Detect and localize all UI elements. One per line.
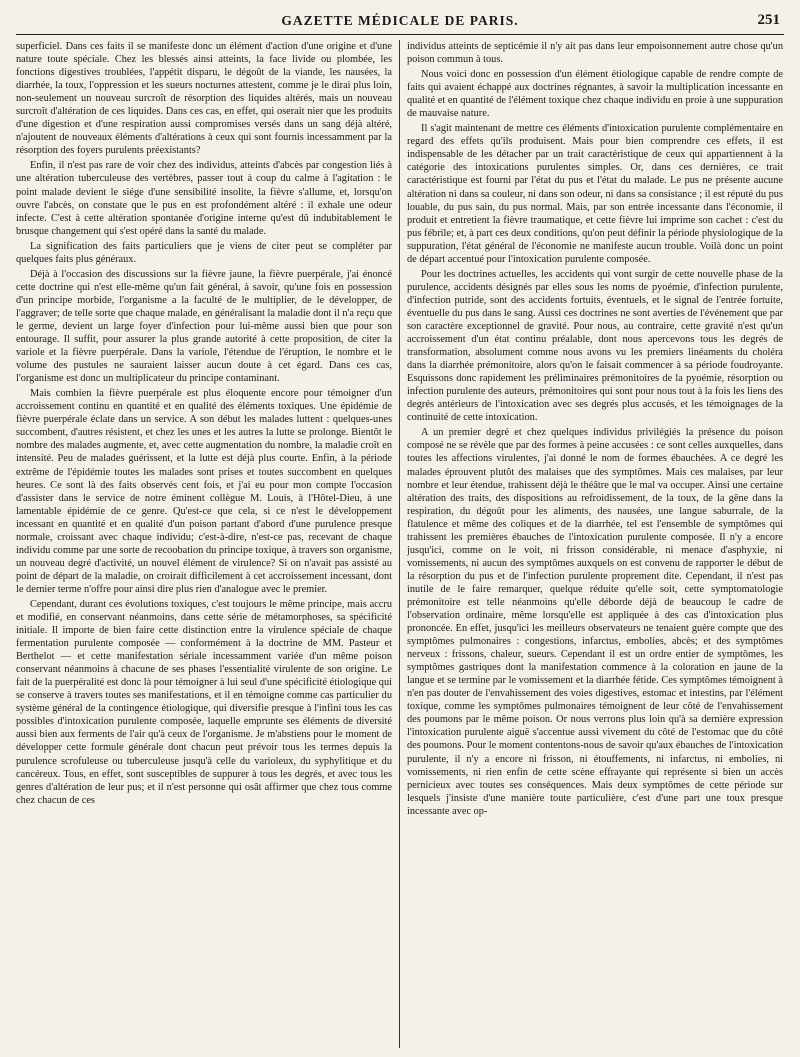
paragraph: individus atteints de septicémie il n'y ait pas dans leur empoisonnement autre chose qu'un poison commun à tous. (407, 41, 783, 66)
page-number: 251 (757, 12, 780, 28)
paragraph: Cependant, durant ces évolutions toxiques, c'est toujours le même principe, mais accru et modifié, en conservant néanmoins, dans cette série de métamorphoses, sa spécificité initiale. Il importe de bien faire cette distinction entre la virulence spéciale de chaque fermentation purulente composée — conformément à la doctrine de MM. Pasteur et Berthelot — et cette manifestation sériale incessamment variée d'un même poison conservant néanmoins à chacune de ses phases l'essentialité virulente de son origine. Le fait de la puerpéralité est donc là pour témoigner à lui seul d'une spécificité étiologique qui se conserve à travers toutes ses manifestations, et il en témoigne comme cas particulier du système général de la contingence étiologique, qui diversifie presque à l'infini tous les cas possibles d'intoxication purulente composée, laquelle emprunte ses éléments de diversité aussi bien aux ferments de l'air qu'à ceux de l'organisme. Je m'abstiens pour le moment de développer cette formule générale dont chacun peut prévoir tous les termes depuis la purulence scrofuleuse ou tuberculeuse jusqu'à celle du varioleux, du syphylitique et du cancéreux. Tous, en effet, sont susceptibles de suppurer à tous les degrés, et avec tous les genres d'altération de leur pus; et il n'est personne qui osât affirmer que chez tous comme chez chacun de ces (16, 598, 392, 806)
paragraph: Mais combien la fièvre puerpérale est plus éloquente encore pour témoigner d'un accroissement continu en quantité et en qualité des éléments toxiques. Une épidémie de fièvre puerpérale éclate dans un service. A son début les malades luttent : quelques-unes succombent, d'autres résistent, et chez les unes et les autres la lutte se prolonge. Bientôt le nombre des malades augmente, et, avec cette augmentation du nombre, la maladie croît en intensité. Peu de malades guérissent, et la lutte est déjà plus courte. Enfin, à la période extrême de l'épidémie toutes les malades sont prises et toutes succombent en quelques heures. Ce sont là des faits observés cent fois, et j'ai eu pour mon compte l'occasion d'assister dans le service de notre éminent collègue M. Louis, à l'Hôtel-Dieu, à une lamentable épidémie de ce genre. Qu'est-ce que cela, si ce n'est le développement incessant en quantité et en qualité d'un poison partant d'abord d'une purulence presque normale, croissant avec chaque individu; c'est-à-dire, n'est-ce pas, recevant de chaque individu comme par une sorte de recoobation du principe toxique, à travers son organisme, un nouveau degré d'activité, un nouvel élément de virulence? Si on n'avait pas assisté au point de départ de la maladie, on croirait difficilement à cet accroissement incessant, dont le dernier terme n'offre pour ainsi dire plus rien d'analogue avec le premier. (16, 388, 392, 595)
paragraph: Pour les doctrines actuelles, les accidents qui vont surgir de cette nouvelle phase de la purulence, accidents désignés par elles sous les noms de pyoémie, d'infection purulente, d'infection putride, sont des accidents fortuits, éventuels, et le signal de l'entrée fortuite, éventuelle du pus dans le sang. Aussi ces doctrines ne sont averties de l'événement que par son caractère exceptionnel de gravité. Pour nous, au contraire, cette gravité n'est qu'un accroissement d'un état continu préalable, dont nous apercevons tous les degrés de transformation, absolument comme nous avons vu les premiers linéaments du choléra dans la diarrhée prémonitoire, alors qu'on le faisait commencer à sa période foudroyante. Esquissons donc rapidement les préliminaires prémonitoires de la pyoémie, résorption ou infection purulente des auteurs, prémonitoires qui sont pour nous tout à la fois les liens des degrés antérieurs de l'intoxication avec ses degrés plus accusés, et les témoignages de la continuité de cette intoxication. (407, 268, 783, 424)
right-column (407, 40, 783, 1048)
paragraph: Enfin, il n'est pas rare de voir chez des individus, atteints d'abcès par congestion liés à une altération tuberculeuse des vertèbres, passer tout à coup du calme à l'agitation : le point malade devient le siége d'une sensibilité insolite, la fièvre s'allume, et, lorsqu'on ouvre l'abcès, on constate que le pus en est profondément altéré : il exhale une odeur infecte. C'est à cette altération spontanée d'origine interne qu'est dû indubitablement le brusque changement qui s'est opéré dans la santé du malade. (16, 160, 392, 237)
journal-title: GAZETTE MÉDICALE DE PARIS. (281, 13, 519, 28)
page-header (16, 12, 784, 35)
text-columns (16, 40, 784, 1048)
newspaper-page (16, 12, 784, 1048)
paragraph: superficiel. Dans ces faits il se manifeste donc un élément d'action d'une origine et d'une nature toute spéciale. Chez les blessés ainsi atteints, la face livide ou plombée, les fonctions digestives troublées, l'appétit disparu, le dégoût de la viande, les nausées, la diarrhée, la toux, l'oppression et les sueurs nocturnes attestent, comme je le dirai plus loin, non-seulement un nouveau surcroît de résorption des liquides altérés, mais un nouveau surcroît d'altération de ces liquides. Dans ces cas, en effet, qui oserait nier que les produits d'une digestion et d'une respiration aussi compromises versés dans un sang déjà altéré, n'ajoutent de nouveaux éléments d'altérations à ceux qui sont fournis incessamment par la résorption des foyers purulents préexistants? (16, 41, 392, 157)
paragraph: Il s'agit maintenant de mettre ces éléments d'intoxication purulente complémentaire en regard des effets qu'ils produisent. Mais pour bien comprendre ces effets, il est indispensable de les détacher par un trait caractéristique de ceux qui appartiennent à la catégorie des intoxications purulentes simples. Or, dans ces dernières, ce trait caractéristique est fourni par l'état du pus et l'état du malade. Le pus ne présente aucune altération ni dans sa couleur, ni dans son odeur, ni dans sa consistance ; il est réputé du pus louable, du pus sain, du pus normal. Mais, par son entrée incessante dans l'économie, il produit et entretient la fièvre traumatique, et cette fièvre lui imprime son cachet : c'est du pus fébrile; et, à part ces deux conditions, qu'on peut définir la période physiologique de la suppuration, l'état général de l'économie ne manifeste aucun trouble. Voilà donc un point de départ accentué pour l'intoxication purulente composée. (407, 123, 783, 265)
paragraph: A un premier degré et chez quelques individus privilégiés la présence du poison composé ne se révèle que par des formes à peine accusées : ce sont celles auxquelles, dans toutes les affections virulentes, j'ai donné le nom de formes ébauchées. A ce degré les malades éprouvent plutôt des malaises que des symptômes. Mais ces malaises, par leur nombre et leur étendue, trahissent déjà le théâtre que le mal va occuper. Ainsi une certaine altération des traits, des dispositions au refroidissement, de la toux, de la gêne dans la respiration, du dégoût pour les aliments, des nausées, une langue saburrale, de la flatulence et même des coliques et de la diarrhée, tel est l'ensemble de symptômes qui trahissent les premières ébauches de l'intoxication purulente composée. Il n'y a encore jusqu'ici, comme on le voit, ni frisson considérable, ni menace d'asphyxie, ni vomissements, ni aucun des symptômes auxquels on est convenu de rapporter le début de la résorption du pus et de l'infection purulente proprement dite. Cependant, il n'est pas inutile de le faire remarquer, quelque réduite qu'elle soit, cette symptomatologie prémonitoire est telle néanmoins qu'elle déborde déjà de beaucoup le cadre de l'observation ordinaire, même lorsqu'elle est appliquée à des cas d'intoxication plus prononcée. En effet, jusqu'ici les meilleurs observateurs ne tenaient guère compte que des symptômes pulmonaires : congestions, infarctus, embolies, abcès; et des symptômes nerveux : frissons, chaleur, sueurs. Cependant il est un ordre entier de symptômes, les symptômes gastriques dont la manifestation commence à la coloration en jaune de la langue et se termine par le vomissement et la diarrhée fétide. Ces symptômes témoignent à n'en pas douter de l'envahissement des voies digestives, estomac et intestins, par l'élément toxique, comme les symptômes pulmonaires témoignent de leur côté de l'envahissement des poumons par le même poison. Or nous verrons plus loin qu'à sa dernière expression l'intoxication purulente aiguë s'accentue aussi vivement du côté de l'estomac que du côté des poumons. Pour le moment contentons-nous de savoir qu'aux ébauches de l'intoxication purulente, il n'y a encore ni frisson, ni étouffements, ni infarctus, ni embolies, ni vomissements, ni rien enfin de cette scène effrayante qui représente si bien un accès pernicieux avec toutes ses conséquences. Mais deux symptômes de cette période sur lesquels j'insiste d'une manière toute particulière, c'est d'une part une toux presque incessante avec op- (407, 427, 783, 817)
paragraph: La signification des faits particuliers que je viens de citer peut se compléter par quelques faits plus généraux. (16, 240, 392, 265)
left-column (16, 40, 392, 1048)
column-divider (399, 40, 400, 1048)
paragraph: Nous voici donc en possession d'un élément étiologique capable de rendre compte de faits qui avaient échappé aux doctrines régnantes, à savoir la multiplication incessante en qualité et en quantité de l'élément toxique chez chaque individu en proie à une suppuration de mauvaise nature. (407, 69, 783, 120)
paragraph: Déjà à l'occasion des discussions sur la fièvre jaune, la fièvre puerpérale, j'ai énoncé cette doctrine qui n'est elle-même qu'un fait général, à savoir, qu'une fois en possession d'un principe morbide, l'organisme a la faculté de le multiplier, de le développer, de l'aggraver; de telle sorte que chaque malade, en généralisant la maladie dont il n'a reçu que le germe, devient un large foyer d'infection pour lui-même aussi bien que pour son entourage. Il suffit, pour assurer la plus grande autorité à cette proposition, de citer la variole et la fièvre puerpérale. Dans la variole, l'étendue de l'éruption, le nombre et le volume des pustules ne sauraient laisser aucun doute à cet égard. Dans ces cas, l'organisme est donc un multiplicateur du principe contaminant. (16, 268, 392, 385)
